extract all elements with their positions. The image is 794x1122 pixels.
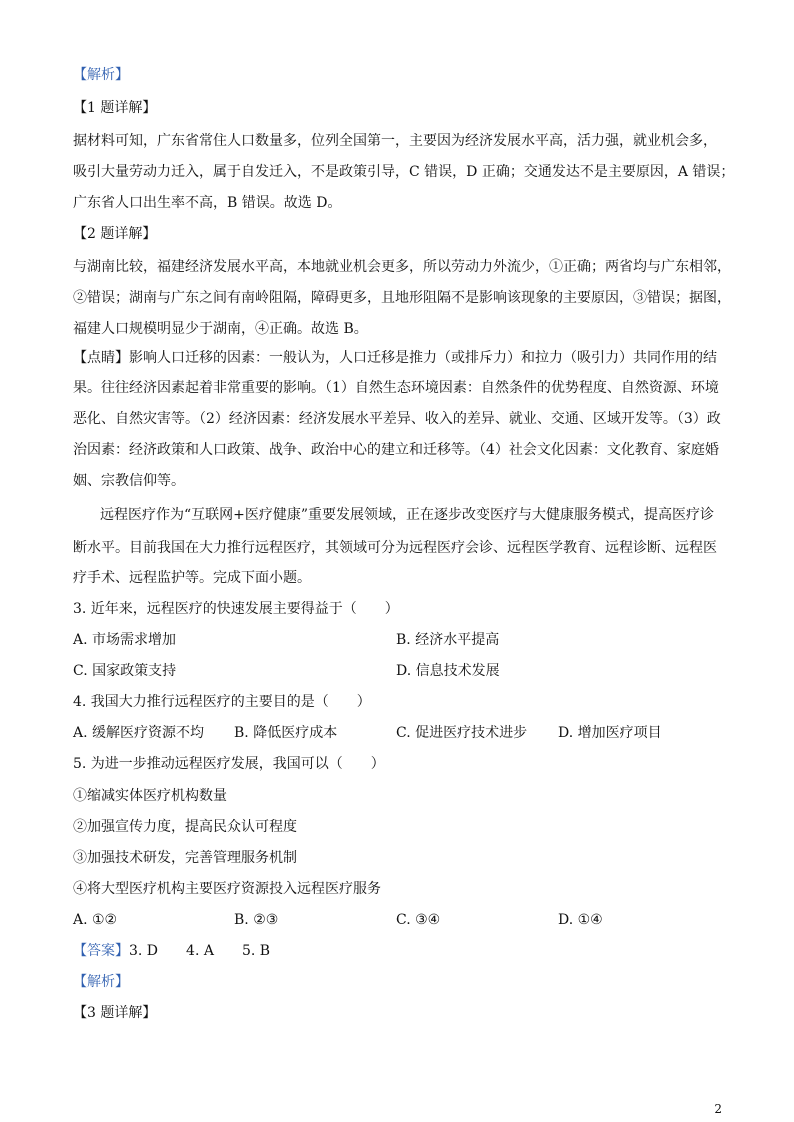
tips-line: [73, 349, 733, 367]
material-line: 远程医疗作为“互联网+医疗健康”重要发展领域，正在逐步改变医疗与大健康服务模式，提高医疗诊: [100, 507, 715, 523]
tips-line: 恶化、自然灾害等。（2）经济因素：经济发展水平差异、收入的差异、就业、交通、区域开发等。（3）政: [73, 411, 721, 427]
q1-detail-heading: 【1 题详解】: [73, 100, 157, 116]
material-line: 疗手术、远程监护等。完成下面小题。: [73, 570, 311, 586]
q1-detail-line: 广东省人口出生率不高，B 错误。故选 D。: [73, 195, 342, 211]
q3-option-d: D. 信息技术发展: [396, 663, 500, 679]
q5-option-c: C. ③④: [396, 912, 441, 928]
q5-item: ④将大型医疗机构主要医疗资源投入远程医疗服务: [73, 881, 381, 897]
answer-label: 【答案】: [73, 943, 129, 959]
q4-option-a: A. 缓解医疗资源不均: [73, 725, 205, 741]
analysis-heading: 【解析】: [73, 67, 129, 83]
q5-option-b: B. ②③: [234, 912, 279, 928]
q5-item: ①缩减实体医疗机构数量: [73, 788, 227, 804]
q2-detail-heading: 【2 题详解】: [73, 226, 157, 242]
q5-stem: 5. 为进一步推动远程医疗发展，我国可以（ ）: [73, 756, 385, 772]
q2-detail-line: 与湖南比较，福建经济发展水平高，本地就业机会更多，所以劳动力外流少，①正确；两省均与广东相邻，: [73, 259, 731, 275]
q4-option-c: C. 促进医疗技术进步: [396, 725, 528, 741]
q5-item: ③加强技术研发，完善管理服务机制: [73, 850, 297, 866]
q2-detail-line: 福建人口规模明显少于湖南，④正确。故选 B。: [73, 321, 368, 337]
q5-option-a: A. ①②: [73, 912, 118, 928]
q3-detail-heading: 【3 题详解】: [73, 1005, 157, 1021]
q4-stem: 4. 我国大力推行远程医疗的主要目的是（ ）: [73, 694, 371, 710]
tips-text: 影响人口迁移的因素：一般认为，人口迁移是推力（或排斥力）和拉力（吸引力）共同作用的结: [129, 350, 717, 366]
q5-item: ②加强宣传力度，提高民众认可程度: [73, 819, 297, 835]
q5-option-d: D. ①④: [558, 912, 603, 928]
analysis-heading: 【解析】: [73, 974, 129, 990]
tips-line: 治因素：经济政策和人口政策、战争、政治中心的建立和迁移等。（4）社会文化因素：文化教育、家庭婚: [73, 442, 719, 458]
answer-line: [73, 942, 733, 960]
tips-line: 姻、宗教信仰等。: [73, 473, 185, 489]
tips-label: 【点睛】: [73, 350, 129, 366]
page-number: 2: [714, 1102, 722, 1116]
answer-text: 3. D 4. A 5. B: [129, 943, 271, 959]
q3-option-b: B. 经济水平提高: [396, 632, 500, 648]
q3-option-a: A. 市场需求增加: [73, 632, 177, 648]
tips-line: 果。往往经济因素起着非常重要的影响。（1）自然生态环境因素：自然条件的优势程度、自然资源、环境: [73, 380, 719, 396]
q1-detail-line: 吸引大量劳动力迁入，属于自发迁入，不是政策引导，C 错误，D 正确；交通发达不是主要原因，A 错误；: [73, 164, 735, 180]
q1-detail-line: 据材料可知，广东省常住人口数量多，位列全国第一，主要因为经济发展水平高，活力强，就业机会多，: [73, 133, 717, 149]
q3-option-c: C. 国家政策支持: [73, 663, 177, 679]
q4-option-d: D. 增加医疗项目: [558, 725, 662, 741]
q3-stem: 3. 近年来，远程医疗的快速发展主要得益于（ ）: [73, 601, 399, 617]
q4-option-b: B. 降低医疗成本: [234, 725, 338, 741]
q2-detail-line: ②错误；湖南与广东之间有南岭阻隔，障碍更多，且地形阻隔不是影响该现象的主要原因，③错误；据图，: [73, 290, 731, 306]
material-line: 断水平。目前我国在大力推行远程医疗，其领域可分为远程医疗会诊、远程医学教育、远程诊断、远程医: [73, 540, 717, 556]
